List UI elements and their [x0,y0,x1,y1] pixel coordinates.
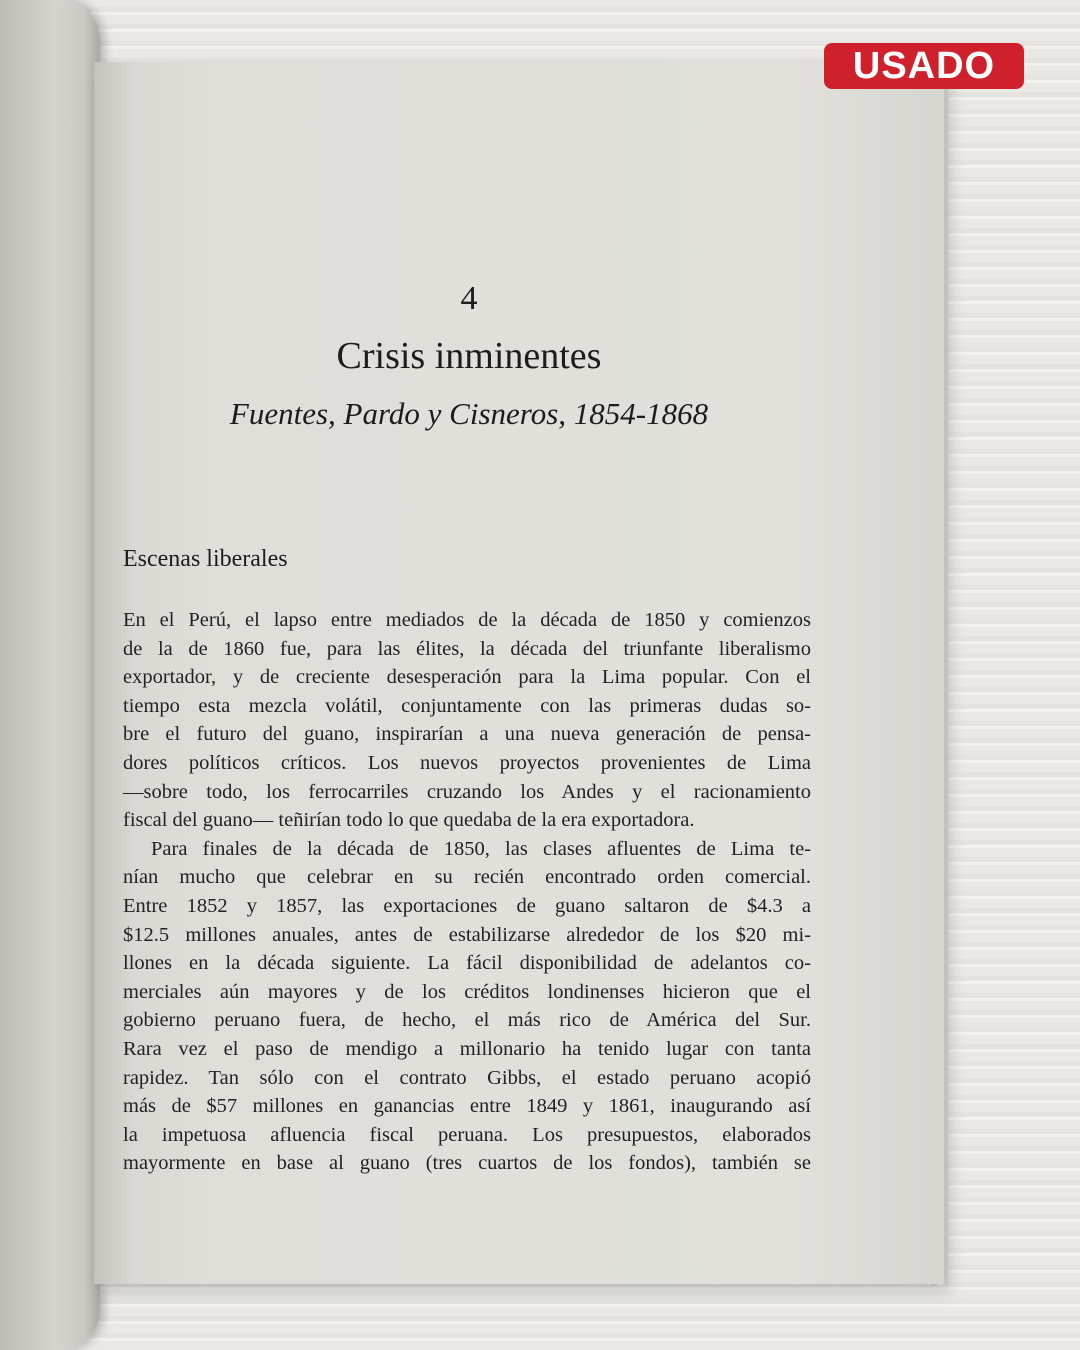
text-line: de la de 1860 fue, para las élites, la década del triunfante liberalismo [123,637,811,660]
text-line: gobierno peruano fuera, de hecho, el más rico de América del Sur. [123,1009,811,1032]
text-line: —sobre todo, los ferrocarriles cruzando los Andes y el racionamiento [123,780,811,803]
facing-page [0,0,100,1350]
used-badge: USADO [824,43,1024,89]
text-line: exportador, y de creciente desesperación para la Lima popular. Con el [123,666,811,689]
text-line: la impetuosa afluencia fiscal peruana. Los presupuestos, elaborados [123,1123,811,1146]
text-line: bre el futuro del guano, inspirarían a una nueva generación de pensa- [123,723,811,746]
text-line: $12.5 millones anuales, antes de estabilizarse alrededor de los $20 mi- [123,923,811,946]
text-line: merciales aún mayores y de los créditos londinenses hicieron que el [123,980,811,1003]
text-line: Entre 1852 y 1857, las exportaciones de guano saltaron de $4.3 a [123,894,811,917]
chapter-subtitle: Fuentes, Pardo y Cisneros, 1854-1868 [229,396,709,431]
text-line: nían mucho que celebrar en su recién encontrado orden comercial. [123,866,811,889]
text-line: Rara vez el paso de mendigo a millonario ha tenido lugar con tanta [123,1037,811,1060]
chapter-number: 4 [460,280,478,317]
text-line: rapidez. Tan sólo con el contrato Gibbs, el estado peruano acopió [123,1066,811,1089]
text-line: más de $57 millones en ganancias entre 1849 y 1861, inaugurando así [123,1095,811,1118]
text-line: mayormente en base al guano (tres cuartos de los fondos), también se [123,1152,811,1175]
text-line: llones en la década siguiente. La fácil disponibilidad de adelantos co- [123,952,811,975]
text-line: tiempo esta mezcla volátil, conjuntamente con las primeras dudas so- [123,694,811,717]
text-line: En el Perú, el lapso entre mediados de la década de 1850 y comienzos [123,609,811,631]
text-line: Para finales de la década de 1850, las clases afluentes de Lima te- [151,837,811,860]
text-line: fiscal del guano— teñirían todo lo que quedaba de la era exportadora. [123,809,695,832]
body-text [123,606,811,1178]
section-heading: Escenas liberales [123,546,288,572]
text-line: dores políticos críticos. Los nuevos proyectos provenientes de Lima [123,751,811,774]
chapter-title: Crisis inminentes [336,335,602,377]
